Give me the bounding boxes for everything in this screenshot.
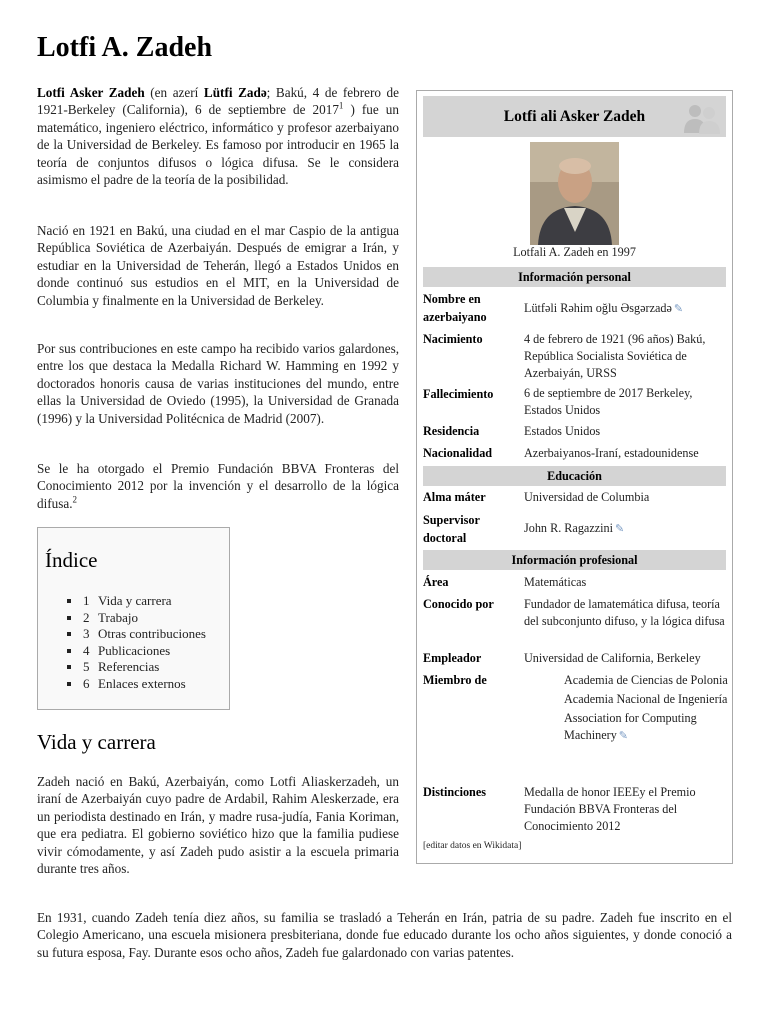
page-title: Lotfi A. Zadeh (37, 32, 213, 63)
known-for-value: Fundador de lamatemática difusa, teoría del subconjunto difuso, y la lógica difusa (524, 597, 725, 628)
paragraph-birth: Nació en 1921 en Bakú, una ciudad en el mar Caspio de la antigua República Soviética de Azerbaiyán. Después de emigrar a Irán, y estudiar en la Universidad de Teherán, llegó a Estados Unidos en donde continuó sus estudios en el MIT, en la Universidad de Columbia y finalmente en la Universidad de Berkeley. (37, 223, 399, 308)
table-of-contents (37, 527, 230, 710)
member-item[interactable]: Academia Nacional de Ingeniería (564, 692, 728, 706)
alma-mater-value: Universidad de Columbia (524, 490, 650, 504)
portrait-image (530, 142, 619, 245)
infobox (416, 90, 733, 864)
toc-link[interactable]: Publicaciones (98, 642, 171, 658)
toc-title: Índice (45, 548, 98, 572)
toc-item[interactable] (67, 676, 206, 693)
employer-value: Universidad de California, Berkeley (524, 651, 701, 665)
known-for-label: Conocido por (423, 597, 494, 611)
member-list (524, 672, 729, 745)
supervisor-label: Supervisor doctoral (423, 513, 480, 545)
intro-text-2: ; Bakú, 4 de febrero de 1921-Berkeley (California), 6 de septiembre de 2017 (37, 85, 399, 118)
member-label: Miembro de (423, 673, 487, 687)
photo-caption: Lotfali A. Zadeh en 1997 (513, 245, 636, 259)
reference-1[interactable]: 1 (338, 101, 344, 112)
toc-item[interactable] (67, 643, 206, 660)
member-item[interactable]: Academia de Ciencias de Polonia (564, 673, 728, 687)
toc-number: 3 (83, 626, 90, 641)
birth-label: Nacimiento (423, 332, 483, 346)
subject-name: Lotfi Asker Zadeh (37, 85, 145, 100)
toc-link[interactable]: Vida y carrera (98, 593, 172, 608)
azeri-name-label: Nombre en azerbaiyano (423, 292, 487, 324)
section-personal-info: Información personal (423, 267, 726, 287)
azeri-name-value (524, 300, 729, 318)
toc-number: 2 (83, 609, 90, 625)
intro-paragraph (37, 84, 399, 188)
edit-wikidata-link[interactable]: [editar datos en Wikidata] (423, 841, 522, 851)
infobox-title-text: Lotfi ali Asker Zadeh (503, 108, 646, 125)
azeri-name-text: Lütfəli Rəhim oğlu Əsgərzadə (524, 301, 672, 315)
toc-link[interactable]: Otras contribuciones (98, 626, 206, 641)
member-item[interactable] (524, 710, 729, 745)
toc-link[interactable]: Trabajo (98, 609, 138, 625)
member-text: Association for Computing Machinery (564, 711, 697, 742)
azeri-name: Lütfi Zadə (203, 85, 267, 100)
toc-link[interactable]: Referencias (98, 659, 160, 674)
supervisor-text: John R. Ragazzini (524, 521, 614, 535)
paragraph-tehran: En 1931, cuando Zadeh tenía diez años, su familia se trasladó a Teherán en Irán, patria de su padre. Zadeh fue inscrito en el Colegio Americano, una escuela misionera presbiteriana, donde fue educado durante los ocho años siguientes, y donde conoció a su futura esposa, Fay. Durante esos ocho años, Zadeh fue galardonado con varias patentes. (37, 910, 732, 960)
bullet-icon (67, 649, 71, 653)
reference-2[interactable]: 2 (72, 494, 78, 505)
toc-item[interactable] (67, 593, 206, 610)
toc-number: 1 (83, 593, 90, 608)
death-value: 6 de septiembre de 2017 Berkeley, Estados Unidos (524, 386, 693, 417)
awards-label: Distinciones (423, 785, 486, 799)
pencil-icon[interactable]: ✎ (615, 523, 625, 535)
paragraph-early-life: Zadeh nació en Bakú, Azerbaiyán, como Lotfi Aliaskerzadeh, un iraní de Azerbaiyán cuyo padre de Ardabil, Rahim Aleskerzade, era un periodista destinado en Irán, y madre rusa-judía, Fania Koriman, que era pediatra. El gobierno soviético hizo que la familia pudiese vivir cómodamente, y así Zadeh pudo asistir a la escuela primaria durante tres años. (37, 774, 399, 877)
employer-label: Empleador (423, 651, 482, 665)
bbva-text: Se le ha otorgado el Premio Fundación BBVA Fronteras del Conocimiento 2012 por la invención y el desarrollo de la lógica difusa. (37, 461, 399, 511)
toc-number: 4 (83, 642, 90, 658)
awards-value: Medalla de honor IEEEy el Premio Fundación BBVA Fronteras del Conocimiento 2012 (524, 785, 696, 833)
toc-list (67, 593, 206, 692)
residence-value: Estados Unidos (524, 424, 601, 438)
bullet-icon (67, 616, 71, 620)
area-value: Matemáticas (524, 575, 587, 589)
pencil-icon[interactable]: ✎ (673, 303, 684, 315)
section-education: Educación (423, 466, 726, 486)
toc-number: 5 (83, 659, 90, 674)
intro-text-1: (en azerí (144, 85, 204, 100)
birth-value: 4 de febrero de 1921 (96 años) Bakú, República Socialista Soviética de Azerbaiyán, URSS (524, 332, 706, 380)
portrait-photo[interactable] (530, 142, 619, 245)
bullet-icon (67, 632, 71, 636)
bullet-icon (67, 665, 71, 669)
bullet-icon (67, 599, 71, 603)
toc-item[interactable] (67, 610, 206, 627)
supervisor-value (524, 520, 729, 538)
infobox-title (423, 96, 726, 137)
paragraph-awards: Por sus contribuciones en este campo ha recibido varios galardones, entre los que destaca la Medalla Richard W. Hamming en 1992 y doctorados honoris causa de varias instituciones del mundo, entre ellas la Universidad de Oviedo (1995), la Universidad de Granada (1996) y la Universidad Politécnica de Madrid (2007). (37, 341, 399, 426)
toc-item[interactable] (67, 659, 206, 676)
paragraph-bbva (37, 460, 399, 512)
area-label: Área (423, 575, 449, 589)
people-icon (682, 100, 722, 134)
toc-number: 6 (83, 675, 90, 691)
pencil-icon[interactable]: ✎ (618, 730, 629, 742)
death-label: Fallecimiento (423, 387, 494, 401)
intro-text-3: ) fue un matemático, ingeniero eléctrico, informático y profesor azerbaiyano de la Universidad de Berkeley. Es famoso por introducir en 1965 la teoría de conjuntos difusos o lógica difusa. Se le considera asimismo el padre de la teoría de la posibilidad. (37, 102, 399, 188)
bullet-icon (67, 682, 71, 686)
section-heading: Vida y carrera (37, 730, 156, 754)
residence-label: Residencia (423, 424, 480, 438)
nationality-value: Azerbaiyanos-Iraní, estadounidense (524, 446, 699, 460)
nationality-label: Nacionalidad (423, 446, 493, 460)
section-professional: Información profesional (423, 550, 726, 570)
alma-mater-label: Alma máter (423, 490, 486, 504)
toc-link[interactable]: Enlaces externos (98, 675, 186, 691)
toc-item[interactable] (67, 626, 206, 643)
